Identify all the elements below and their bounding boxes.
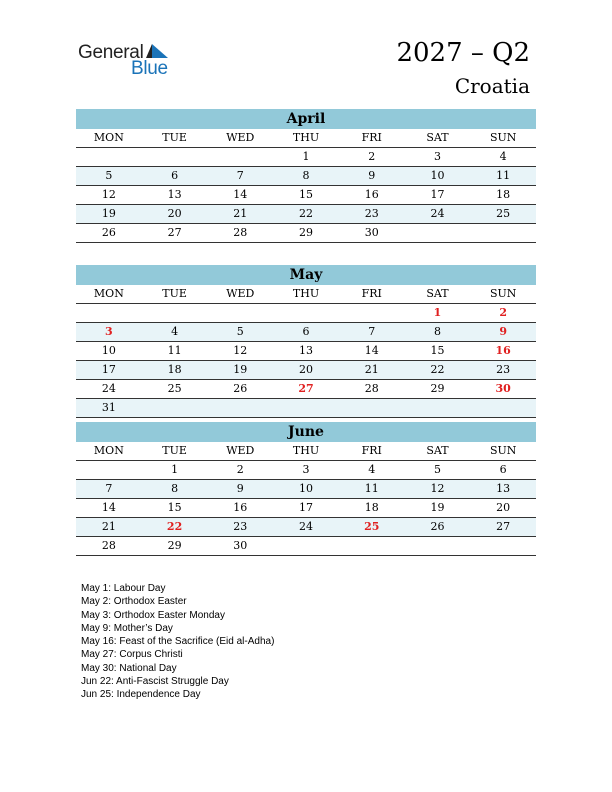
day-cell: 10	[101, 344, 116, 357]
week-row	[76, 518, 536, 537]
day-cell: 13	[496, 482, 511, 495]
day-cell	[470, 399, 536, 417]
day-cell: 4	[171, 325, 179, 338]
day-cell: 20	[299, 363, 314, 376]
weekday-label: SUN	[489, 131, 517, 144]
day-cell	[142, 399, 208, 417]
day-cell: 7	[368, 325, 376, 338]
day-cell: 3	[105, 325, 113, 338]
day-cell: 21	[364, 363, 379, 376]
weekday-label: SAT	[426, 444, 449, 457]
day-cell: 14	[233, 188, 248, 201]
day-cell: 2	[236, 463, 244, 476]
logo-text-general: General	[78, 42, 144, 63]
day-cell: 14	[101, 501, 116, 514]
day-cell: 5	[236, 325, 244, 338]
weekday-header-row	[76, 129, 536, 148]
day-cell: 11	[167, 344, 182, 357]
page-title: 2027 – Q2	[396, 38, 530, 68]
day-cell	[470, 224, 536, 242]
day-cell	[76, 304, 142, 322]
month-header: April	[76, 109, 536, 129]
day-cell: 29	[299, 226, 314, 239]
day-cell: 7	[236, 169, 244, 182]
day-cell: 2	[499, 306, 507, 319]
weekday-label: MON	[93, 131, 124, 144]
day-cell	[273, 537, 339, 555]
day-cell: 8	[171, 482, 179, 495]
day-cell	[76, 461, 142, 479]
holiday-item: May 9: Mother’s Day	[81, 622, 173, 634]
day-cell: 19	[101, 207, 116, 220]
holiday-item: May 27: Corpus Christi	[81, 649, 183, 661]
day-cell: 18	[364, 501, 379, 514]
day-cell: 3	[302, 463, 310, 476]
day-cell: 18	[496, 188, 511, 201]
weekday-label: WED	[226, 444, 255, 457]
day-cell: 13	[167, 188, 182, 201]
day-cell	[339, 399, 405, 417]
week-row	[76, 323, 536, 342]
day-cell	[142, 304, 208, 322]
day-cell: 23	[364, 207, 379, 220]
weekday-label: WED	[226, 287, 255, 300]
day-cell: 1	[171, 463, 179, 476]
weekday-label: THU	[292, 287, 320, 300]
day-cell: 16	[495, 344, 511, 357]
day-cell: 12	[233, 344, 248, 357]
weekday-label: WED	[226, 131, 255, 144]
day-cell: 27	[496, 520, 511, 533]
day-cell: 5	[433, 463, 441, 476]
day-cell: 12	[101, 188, 116, 201]
day-cell: 26	[430, 520, 445, 533]
week-row	[76, 480, 536, 499]
day-cell	[405, 399, 471, 417]
day-cell: 26	[101, 226, 116, 239]
holiday-item: Jun 22: Anti-Fascist Struggle Day	[81, 676, 229, 688]
week-row	[76, 304, 536, 323]
day-cell: 6	[171, 169, 179, 182]
day-cell: 29	[430, 382, 445, 395]
day-cell: 29	[167, 539, 182, 552]
day-cell: 15	[430, 344, 445, 357]
day-cell: 5	[105, 169, 113, 182]
week-row	[76, 148, 536, 167]
week-row	[76, 537, 536, 556]
logo-text-blue: Blue	[131, 58, 168, 79]
weekday-label: SAT	[426, 131, 449, 144]
month-may	[76, 265, 536, 418]
day-cell	[405, 537, 471, 555]
holiday-item: May 30: National Day	[81, 662, 177, 674]
day-cell: 12	[430, 482, 445, 495]
day-cell: 30	[364, 226, 379, 239]
day-cell: 11	[496, 169, 511, 182]
day-cell: 25	[364, 520, 380, 533]
holiday-item: May 3: Orthodox Easter Monday	[81, 609, 225, 621]
day-cell: 22	[430, 363, 445, 376]
weekday-label: THU	[292, 131, 320, 144]
day-cell: 11	[364, 482, 379, 495]
weekday-label: TUE	[162, 287, 187, 300]
day-cell: 27	[298, 382, 314, 395]
weekday-label: TUE	[162, 131, 187, 144]
day-cell: 16	[233, 501, 248, 514]
week-row	[76, 224, 536, 243]
day-cell	[273, 304, 339, 322]
day-cell: 7	[105, 482, 113, 495]
day-cell: 18	[167, 363, 182, 376]
country-name: Croatia	[454, 74, 530, 98]
day-cell	[207, 304, 273, 322]
month-june	[76, 422, 536, 556]
day-cell: 15	[299, 188, 314, 201]
day-cell	[207, 399, 273, 417]
day-cell: 1	[302, 150, 310, 163]
day-cell: 14	[364, 344, 379, 357]
day-cell: 30	[495, 382, 511, 395]
day-cell: 17	[430, 188, 445, 201]
week-row	[76, 499, 536, 518]
day-cell: 19	[233, 363, 248, 376]
day-cell	[142, 148, 208, 166]
day-cell: 4	[499, 150, 507, 163]
day-cell: 27	[167, 226, 182, 239]
day-cell: 28	[101, 539, 116, 552]
weekday-label: THU	[292, 444, 320, 457]
weekday-label: MON	[93, 444, 124, 457]
day-cell	[405, 224, 471, 242]
day-cell: 6	[499, 463, 507, 476]
weekday-label: SUN	[489, 287, 517, 300]
day-cell: 24	[299, 520, 314, 533]
day-cell: 17	[101, 363, 116, 376]
day-cell: 9	[236, 482, 244, 495]
week-row	[76, 186, 536, 205]
week-row	[76, 342, 536, 361]
day-cell: 23	[496, 363, 511, 376]
day-cell: 20	[167, 207, 182, 220]
day-cell	[273, 399, 339, 417]
day-cell: 21	[233, 207, 248, 220]
holiday-item: May 2: Orthodox Easter	[81, 596, 187, 608]
day-cell: 22	[299, 207, 314, 220]
day-cell	[76, 148, 142, 166]
weekday-label: FRI	[361, 444, 382, 457]
day-cell: 8	[302, 169, 310, 182]
day-cell: 9	[368, 169, 376, 182]
day-cell: 10	[430, 169, 445, 182]
day-cell: 22	[166, 520, 183, 533]
day-cell: 28	[233, 226, 248, 239]
day-cell: 28	[364, 382, 379, 395]
weekday-label: SUN	[489, 444, 517, 457]
day-cell: 1	[433, 306, 442, 319]
day-cell: 6	[302, 325, 310, 338]
month-header: June	[76, 422, 536, 442]
day-cell: 2	[368, 150, 376, 163]
day-cell: 13	[299, 344, 314, 357]
day-cell: 24	[430, 207, 445, 220]
weekday-label: MON	[93, 287, 124, 300]
day-cell: 20	[496, 501, 511, 514]
day-cell: 26	[233, 382, 248, 395]
weekday-header-row	[76, 285, 536, 304]
holiday-item: May 1: Labour Day	[81, 583, 166, 594]
day-cell: 31	[101, 401, 116, 414]
day-cell: 8	[433, 325, 441, 338]
day-cell: 25	[496, 207, 511, 220]
day-cell: 16	[364, 188, 379, 201]
week-row	[76, 380, 536, 399]
weekday-label: FRI	[361, 131, 382, 144]
day-cell	[207, 148, 273, 166]
logo	[78, 42, 178, 78]
day-cell: 25	[167, 382, 182, 395]
week-row	[76, 167, 536, 186]
day-cell: 4	[368, 463, 376, 476]
holiday-item: Jun 25: Independence Day	[81, 689, 201, 701]
week-row	[76, 461, 536, 480]
holiday-list	[81, 582, 274, 702]
weekday-label: FRI	[361, 287, 382, 300]
day-cell: 9	[499, 325, 507, 338]
weekday-header-row	[76, 442, 536, 461]
day-cell: 10	[299, 482, 314, 495]
week-row	[76, 399, 536, 418]
day-cell	[339, 304, 405, 322]
week-row	[76, 361, 536, 380]
day-cell: 3	[433, 150, 441, 163]
day-cell: 23	[233, 520, 248, 533]
day-cell: 24	[101, 382, 116, 395]
week-row	[76, 205, 536, 224]
day-cell: 21	[101, 520, 116, 533]
day-cell: 17	[299, 501, 314, 514]
day-cell: 30	[233, 539, 248, 552]
weekday-label: TUE	[162, 444, 187, 457]
day-cell: 15	[167, 501, 182, 514]
day-cell	[470, 537, 536, 555]
day-cell: 19	[430, 501, 445, 514]
month-april	[76, 109, 536, 243]
day-cell	[339, 537, 405, 555]
month-header: May	[76, 265, 536, 285]
holiday-item: May 16: Feast of the Sacrifice (Eid al-Adha)	[81, 636, 275, 648]
weekday-label: SAT	[426, 287, 449, 300]
